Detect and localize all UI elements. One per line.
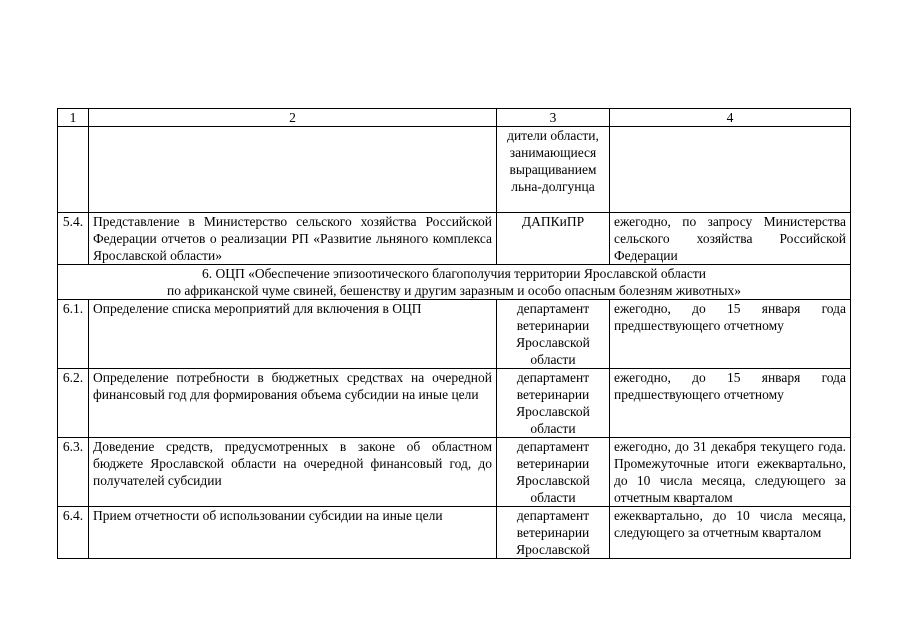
row-text: Определение потребности в бюджетных средствах на очередной финансовый год для формирования объема субсидии на иные цели: [89, 369, 497, 438]
row-text: Доведение средств, предусмотренных в законе об областном бюджете Ярославской области на очередной финансовый год, до получателей субсидии: [89, 438, 497, 507]
cont-executor: дители области, занимающиеся выращиванием льна-долгунца: [497, 127, 610, 213]
row-text: Определение списка мероприятий для включения в ОЦП: [89, 300, 497, 369]
row-number: 6.3.: [58, 438, 89, 507]
header-col-4: 4: [610, 109, 851, 127]
document-table: [57, 108, 851, 559]
table-row-6-2: [58, 369, 851, 438]
row-term: ежегодно, до 15 января года предшествующего отчетному: [610, 300, 851, 369]
row-executor: ДАПКиПР: [497, 213, 610, 265]
cont-term: [610, 127, 851, 213]
row-term: ежеквартально, до 10 числа месяца, следующего за отчетным кварталом: [610, 507, 851, 559]
table-row-6-4: [58, 507, 851, 559]
row-executor: департамент ветеринарии Ярославской области: [497, 438, 610, 507]
table-row-5-4: [58, 213, 851, 265]
row-term: ежегодно, до 15 января года предшествующего отчетному: [610, 369, 851, 438]
row-executor: департамент ветеринарии Ярославской области: [497, 369, 610, 438]
section-heading-cell: [58, 265, 851, 300]
header-col-1: 1: [58, 109, 89, 127]
row-number: 6.4.: [58, 507, 89, 559]
row-text: Прием отчетности об использовании субсидии на иные цели: [89, 507, 497, 559]
row-term: ежегодно, по запросу Министерства сельского хозяйства Российской Федерации: [610, 213, 851, 265]
header-col-3: 3: [497, 109, 610, 127]
section-6-heading: [58, 265, 851, 300]
section-heading-line-1: 6. ОЦП «Обеспечение эпизоотического благополучия территории Ярославской области: [201, 266, 707, 281]
continuation-row: [58, 127, 851, 213]
table-row-6-3: [58, 438, 851, 507]
cont-text: [89, 127, 497, 213]
row-executor: департамент ветеринарии Ярославской области: [497, 300, 610, 369]
row-text: Представление в Министерство сельского хозяйства Российской Федерации отчетов о реализации РП «Развитие льняного комплекса Ярославской области»: [89, 213, 497, 265]
header-col-2: 2: [89, 109, 497, 127]
cont-num: [58, 127, 89, 213]
row-number: 6.1.: [58, 300, 89, 369]
row-number: 5.4.: [58, 213, 89, 265]
row-number: 6.2.: [58, 369, 89, 438]
header-row: [58, 109, 851, 127]
table-row-6-1: [58, 300, 851, 369]
row-executor: департамент ветеринарии Ярославской: [497, 507, 610, 559]
section-heading-line-2: по африканской чуме свиней, бешенству и другим заразным и особо опасным болезням животных»: [167, 283, 741, 298]
row-term: ежегодно, до 31 декабря текущего года. Промежуточные итоги ежеквартально, до 10 числа месяца, следующего за отчетным кварталом: [610, 438, 851, 507]
